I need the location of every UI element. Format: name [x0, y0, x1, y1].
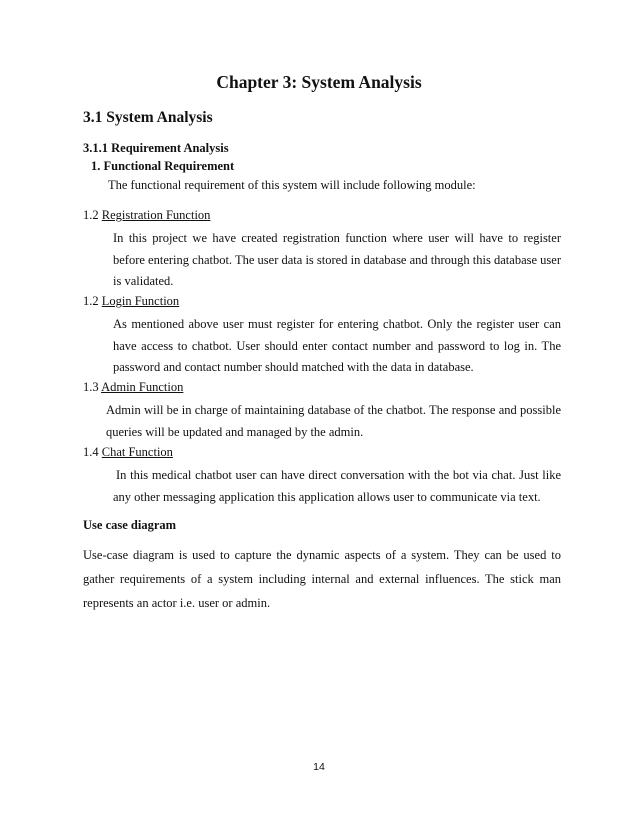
- item-number: 1.2: [83, 294, 99, 308]
- login-text: As mentioned above user must register for entering chatbot. Only the register user can have access to chatbot. User should enter contact number and password to log in. The password and contact number should matched with the data in database.: [113, 317, 561, 374]
- item-number: 1.3: [83, 380, 99, 394]
- item-title: Registration Function: [101, 208, 211, 222]
- item-title: Chat Function: [101, 445, 173, 459]
- usecase-title: Use case diagram: [83, 518, 177, 532]
- chat-text: In this medical chatbot user can have direct conversation with the bot via chat. Just like any other messaging application this application allows user to communicate via text.: [113, 468, 561, 504]
- functional-heading: 1. Functional Requirement: [91, 159, 235, 173]
- functional-intro: The functional requirement of this system will include following module:: [108, 178, 476, 192]
- item-number: 1.2: [83, 208, 99, 222]
- page-number: 14: [313, 761, 325, 773]
- item-title: Admin Function: [101, 380, 184, 394]
- usecase-text: Use-case diagram is used to capture the dynamic aspects of a system. They can be used to gather requirements of a system including internal and external influences. The stick man represents an actor i.e. user or admin.: [83, 548, 561, 610]
- item-title: Login Function: [101, 294, 180, 308]
- item-number: 1.4: [83, 445, 99, 459]
- chapter-title: Chapter 3: System Analysis: [216, 72, 422, 92]
- admin-text: Admin will be in charge of maintaining database of the chatbot. The response and possible queries will be updated and managed by the admin.: [106, 403, 561, 439]
- registration-heading: [83, 208, 210, 223]
- login-heading: [83, 294, 179, 309]
- chat-heading: [83, 445, 173, 460]
- subsection-title: 3.1.1 Requirement Analysis: [83, 141, 229, 155]
- registration-text: In this project we have created registration function where user will have to register before entering chatbot. The user data is stored in database and through this database user is validated.: [113, 231, 561, 288]
- section-title: 3.1 System Analysis: [83, 109, 213, 126]
- admin-heading: [83, 380, 183, 395]
